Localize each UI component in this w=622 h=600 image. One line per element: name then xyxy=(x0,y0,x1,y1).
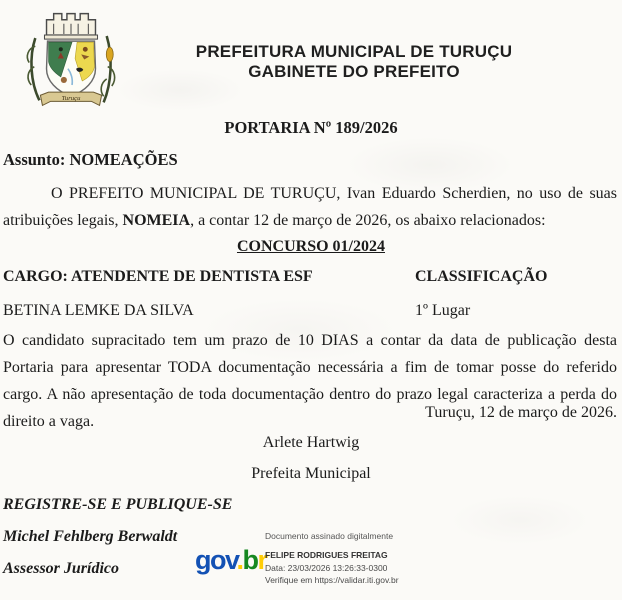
cargo-header-row xyxy=(3,268,617,290)
govbr-logo-dot: . xyxy=(236,545,243,575)
legal-advisor-name: Michel Fehlberg Berwaldt xyxy=(3,528,178,545)
cargo-label: CARGO: ATENDENTE DE DENTISTA ESF xyxy=(3,268,313,285)
stamp-verify-url: Verifique em https://validar.iti.gov.br xyxy=(265,575,399,585)
concurso-heading: CONCURSO 01/2024 xyxy=(236,238,385,255)
candidate-rank: 1º Lugar xyxy=(415,302,471,319)
opening-paragraph xyxy=(3,180,617,234)
classification-label: CLASSIFICAÇÃO xyxy=(415,268,548,285)
register-publish-line: REGISTRE-SE E PUBLIQUE-SE xyxy=(3,496,233,513)
legal-advisor-title: Assessor Jurídico xyxy=(3,560,120,577)
letterhead-line1: PREFEITURA MUNICIPAL DE TURUÇU xyxy=(195,42,513,61)
digital-signature-stamp xyxy=(193,531,408,595)
mayor-title: Prefeita Municipal xyxy=(251,465,371,482)
govbr-logo xyxy=(195,547,267,574)
letterhead-line2: GABINETE DO PREFEITO xyxy=(248,62,460,81)
govbr-logo-r: r xyxy=(257,545,267,575)
subject-line: Assunto: NOMEAÇÕES xyxy=(3,150,178,169)
govbr-logo-b: b xyxy=(242,545,258,575)
opening-paragraph-part1: O PREFEITO MUNICIPAL DE TURUÇU, Ivan Eduardo Scherdien, no uso de suas atribuições legais, xyxy=(3,185,617,229)
coat-of-arms-icon xyxy=(20,5,122,113)
govbr-logo-gov: gov xyxy=(195,545,237,575)
nomeia-bold-word: NOMEIA xyxy=(122,212,191,229)
letterhead xyxy=(108,42,600,82)
mayor-name: Arlete Hartwig xyxy=(262,434,360,451)
deadline-paragraph: O candidato supracitado tem um prazo de 10 DIAS a contar da data de publicação desta Portaria para apresentar TODA documentação necessária a fim de tomar posse do referido cargo. A não apresentação de toda documentação dentro do prazo legal caracteriza a perda do direito a vaga. xyxy=(3,332,617,430)
opening-paragraph-part2: , a contar 12 de março de 2026, os abaixo relacionados: xyxy=(190,212,546,229)
candidate-row xyxy=(3,302,617,324)
crest-ribbon-text: Turuçu xyxy=(61,94,81,102)
stamp-signed-digitally-label: Documento assinado digitalmente xyxy=(265,531,394,541)
page-title: PORTARIA Nº 189/2026 xyxy=(224,118,398,137)
stamp-date-line: Data: 23/03/2026 13:26:33-0300 xyxy=(265,562,388,573)
candidate-name: BETINA LEMKE DA SILVA xyxy=(3,302,194,319)
stamp-text-block xyxy=(265,531,399,585)
dateline: Turuçu, 12 de março de 2026. xyxy=(425,404,617,421)
stamp-signer-name: FELIPE RODRIGUES FREITAG xyxy=(265,550,388,560)
